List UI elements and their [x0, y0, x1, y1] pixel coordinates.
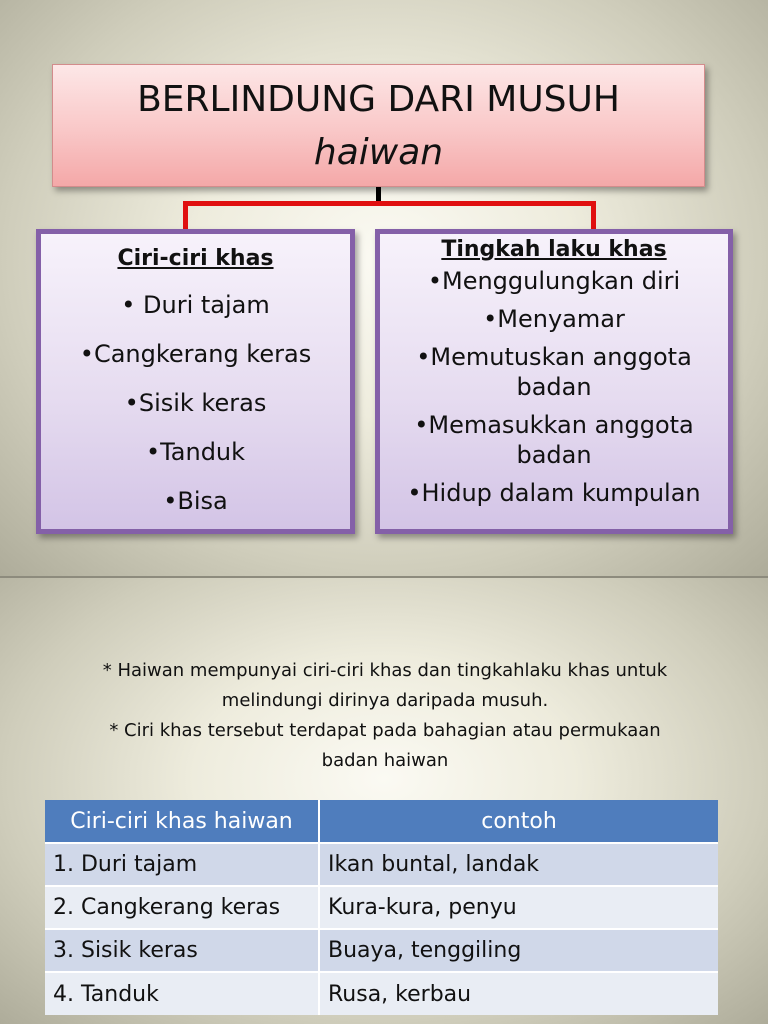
notes-text [40, 656, 730, 776]
table-row [45, 972, 718, 1015]
table-row [45, 929, 718, 972]
table-row [45, 843, 718, 886]
list-item: •Menggulungkan diri [427, 267, 681, 295]
table-cell: Ikan buntal, landak [319, 843, 718, 886]
table-cell: Kura-kura, penyu [319, 886, 718, 929]
panel-ciri-ciri-khas [36, 229, 355, 534]
title-box [52, 64, 705, 187]
panel-heading: Ciri-ciri khas [117, 246, 274, 271]
connector-right [591, 201, 596, 230]
list-item: •Tanduk [145, 438, 246, 466]
panel-tingkah-laku-khas [375, 229, 733, 534]
table-cell: Rusa, kerbau [319, 972, 718, 1015]
connector-horizontal [183, 201, 596, 206]
page-title: BERLINDUNG DARI MUSUH [137, 79, 620, 120]
examples-table [45, 800, 718, 1015]
note-line: melindungi dirinya daripada musuh. [221, 690, 549, 711]
list-item: •Menyamar [483, 305, 625, 333]
list-item: •Memutuskan anggota badan [416, 343, 692, 401]
list-item: •Cangkerang keras [79, 340, 312, 368]
table-cell: 4. Tanduk [45, 972, 319, 1015]
note-line: * Haiwan mempunyai ciri-ciri khas dan tingkahlaku khas untuk [102, 660, 668, 681]
page-subtitle: haiwan [313, 132, 444, 173]
table-cell: 2. Cangkerang keras [45, 886, 319, 929]
list-item: •Sisik keras [124, 389, 267, 417]
note-line: badan haiwan [321, 750, 449, 771]
table-cell: 1. Duri tajam [45, 843, 319, 886]
list-item: •Bisa [163, 487, 228, 515]
table-cell: Buaya, tenggiling [319, 929, 718, 972]
table-header-row [45, 800, 718, 843]
connector-left [183, 201, 188, 230]
panel-heading: Tingkah laku khas [441, 237, 667, 262]
column-header: Ciri-ciri khas haiwan [45, 800, 319, 843]
list-item: • Duri tajam [121, 291, 270, 319]
table-row [45, 886, 718, 929]
list-item: •Memasukkan anggota badan [414, 411, 694, 469]
list-item: •Hidup dalam kumpulan [407, 479, 701, 507]
note-line: * Ciri khas tersebut terdapat pada bahagian atau permukaan [109, 720, 661, 741]
table-cell: 3. Sisik keras [45, 929, 319, 972]
column-header: contoh [319, 800, 718, 843]
